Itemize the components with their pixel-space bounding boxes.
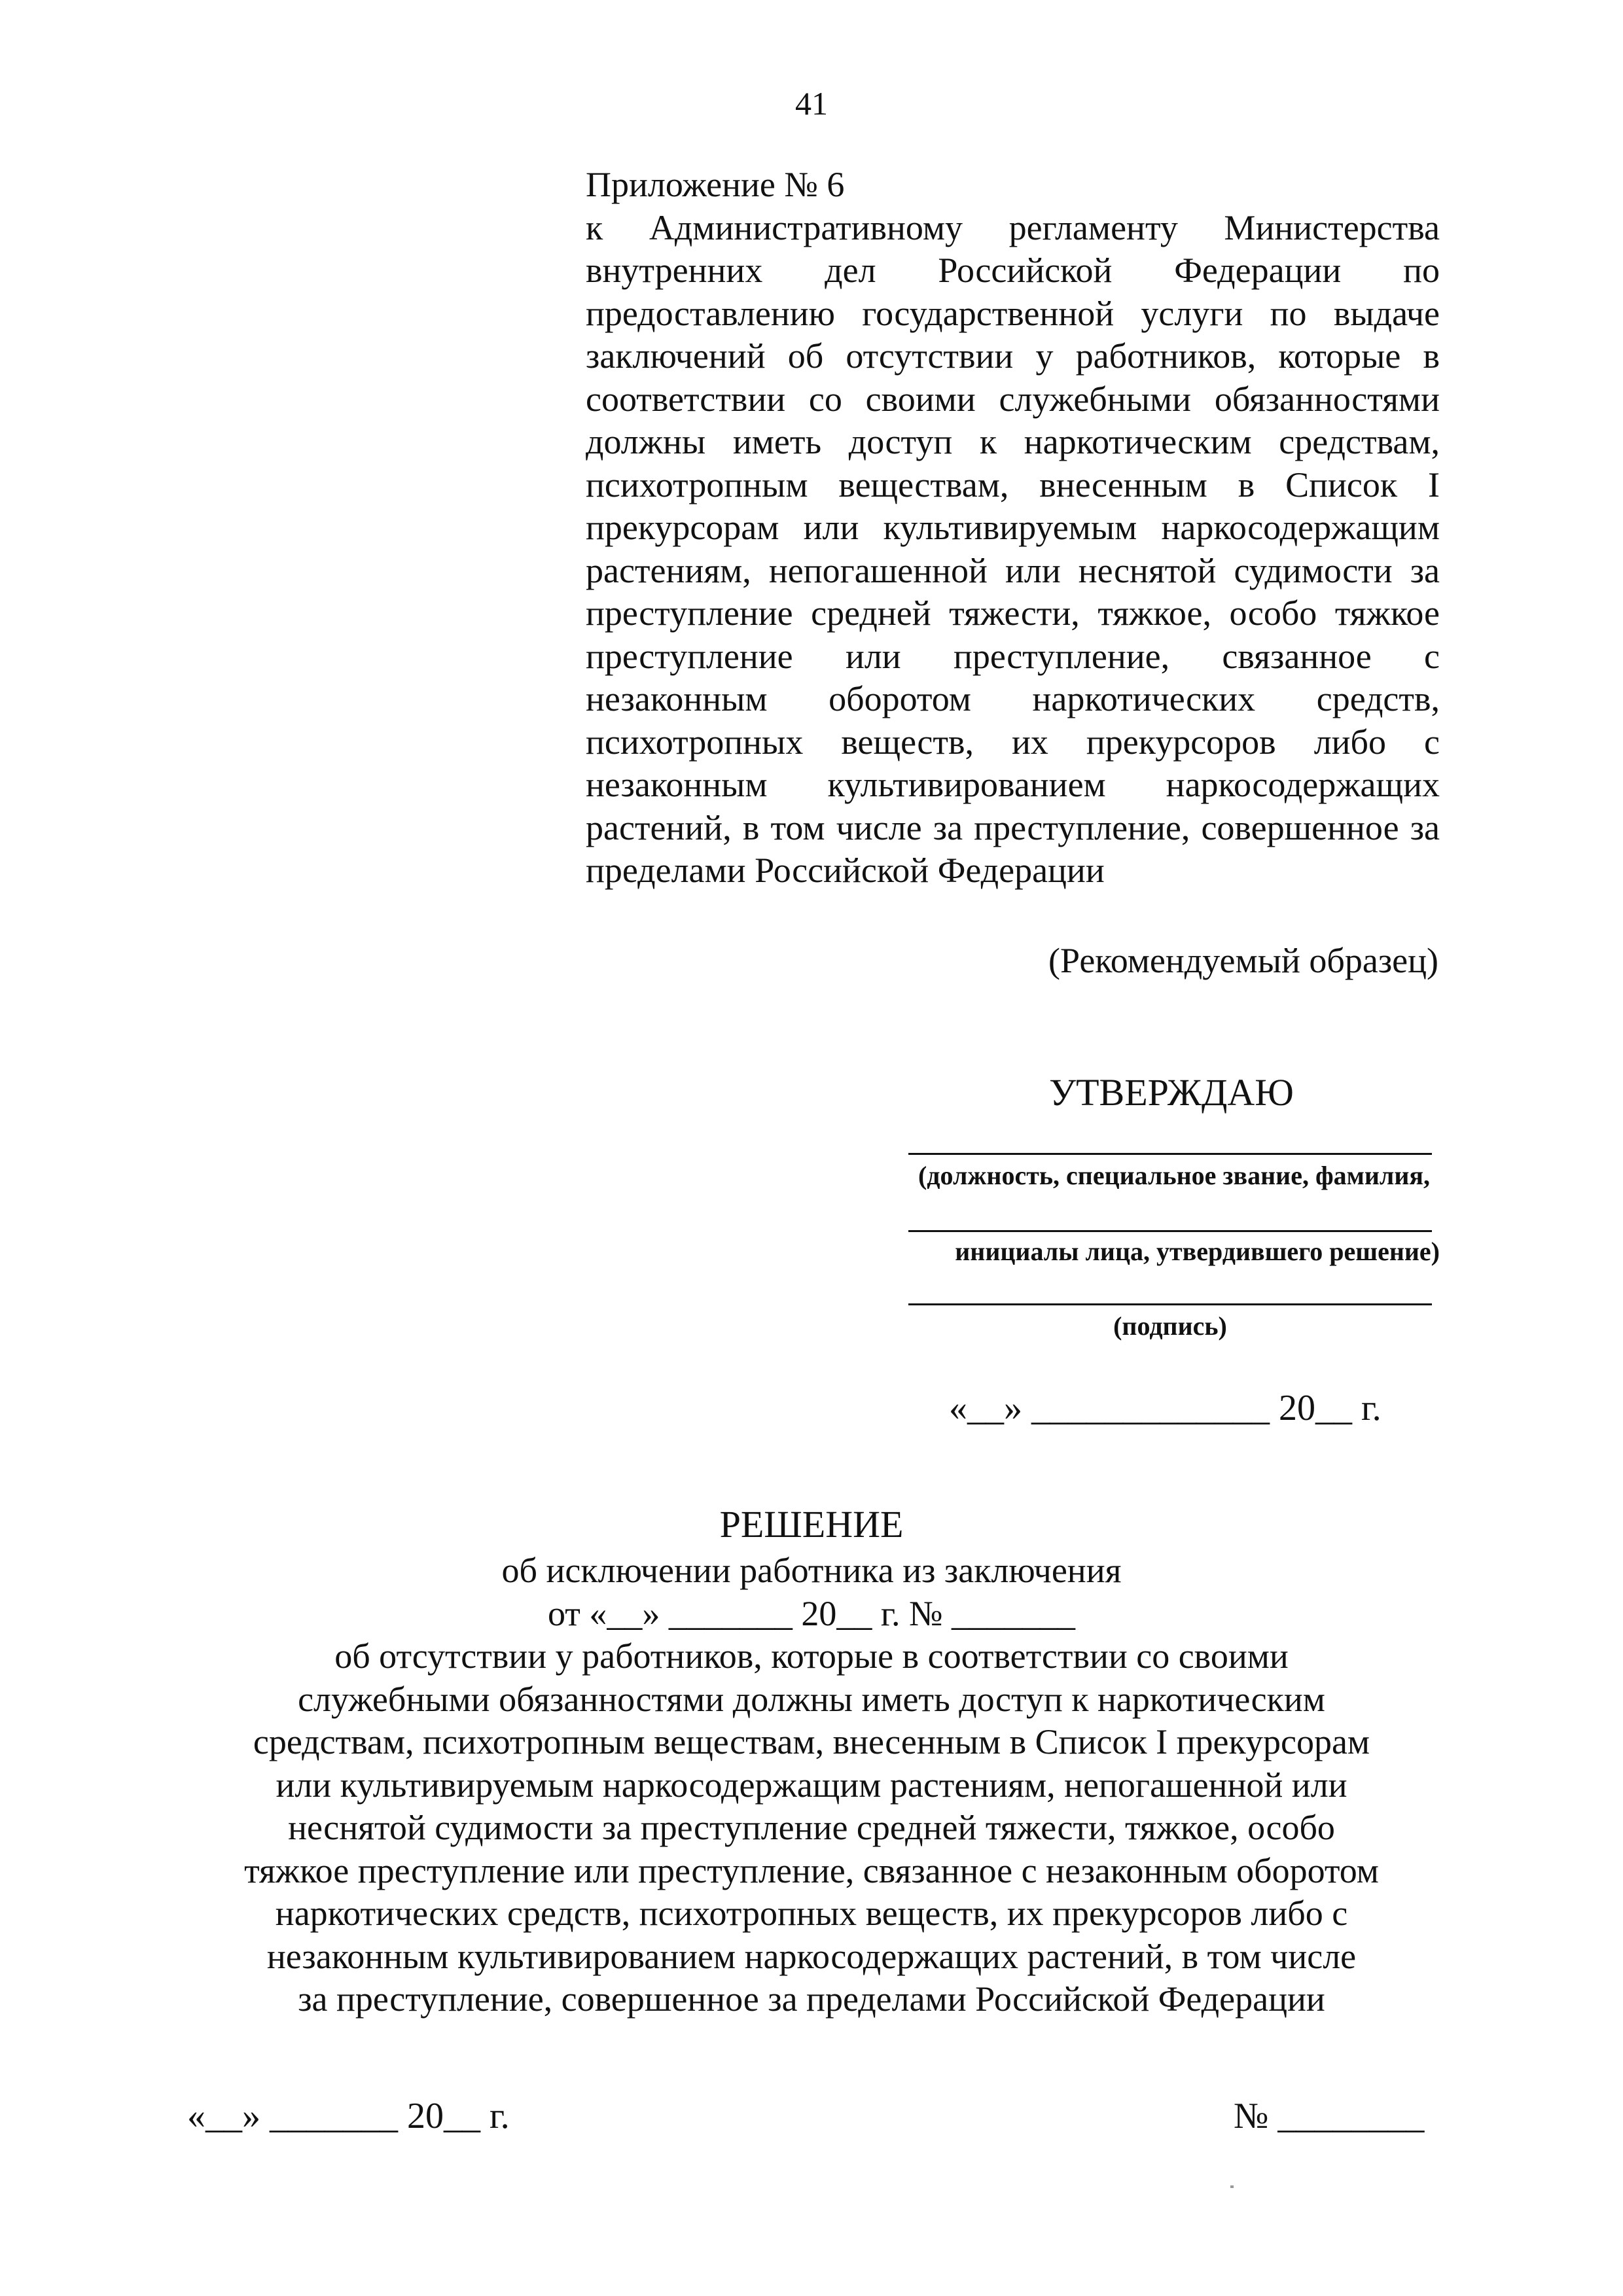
- decision-line: наркотических средств, психотропных веществ, их прекурсоров либо с: [275, 1894, 1348, 1933]
- decision-body: [164, 1549, 1459, 2021]
- signature-line: [908, 1303, 1432, 1305]
- decision-line: от «__» _______ 20__ г. № _______: [548, 1593, 1075, 1633]
- decision-line: служебными обязанностями должны иметь доступ к наркотическим: [298, 1679, 1325, 1719]
- decision-line: тяжкое преступление или преступление, связанное с незаконным оборотом: [244, 1850, 1379, 1890]
- appendix-body: к Административному регламенту Министерства внутренних дел Российской Федерации по предоставлению государственной услуги по выдаче заключений об отсутствии у работников, которые в соответствии со своими служебными обязанностями должны иметь доступ к наркотическим средствам, психотропным веществам, внесенным в Список I прекурсорам или культивируемым наркосодержащим растениям, непогашенной или неснятой судимости за преступление средней тяжести, тяжкое, особо тяжкое преступление или преступление, связанное с незаконным оборотом наркотических средств, психотропных веществ, их прекурсоров либо с незаконным культивированием наркосодержащих растений, в том числе за преступление, совершенное за пределами Российской Федерации: [586, 207, 1440, 890]
- position-signature-line: [908, 1153, 1432, 1155]
- appendix-heading: [586, 164, 1440, 892]
- signature-caption: (подпись): [1113, 1311, 1227, 1341]
- decision-number: № ________: [1234, 2096, 1425, 2136]
- initials-caption: инициалы лица, утвердившего решение): [955, 1237, 1440, 1266]
- approval-date: «__» _____________ 20__ г.: [949, 1388, 1382, 1428]
- decision-line: за преступление, совершенное за пределами Российской Федерации: [298, 1979, 1325, 2019]
- decision-line: средствам, психотропным веществам, внесенным в Список I прекурсорам: [253, 1722, 1370, 1761]
- decision-line: незаконным культивированием наркосодержащих растений, в том числе: [266, 1936, 1357, 1976]
- position-caption: (должность, специальное звание, фамилия,: [918, 1161, 1431, 1190]
- page-number: 41: [795, 85, 828, 122]
- appendix-title: Приложение № 6: [586, 165, 845, 204]
- approval-title: УТВЕРЖДАЮ: [1049, 1071, 1294, 1114]
- scan-mark: [1230, 2185, 1234, 2188]
- decision-line: неснятой судимости за преступление средней тяжести, тяжкое, особо: [288, 1808, 1335, 1847]
- decision-title: РЕШЕНИЕ: [719, 1503, 904, 1545]
- decision-line: об исключении работника из заключения: [501, 1551, 1122, 1590]
- decision-line: или культивируемым наркосодержащим растениям, непогашенной или: [276, 1765, 1347, 1805]
- decision-date: «__» _______ 20__ г.: [187, 2096, 510, 2136]
- decision-line: об отсутствии у работников, которые в соответствии со своими: [334, 1636, 1289, 1676]
- sample-label: (Рекомендуемый образец): [1048, 941, 1438, 980]
- initials-signature-line: [908, 1230, 1432, 1232]
